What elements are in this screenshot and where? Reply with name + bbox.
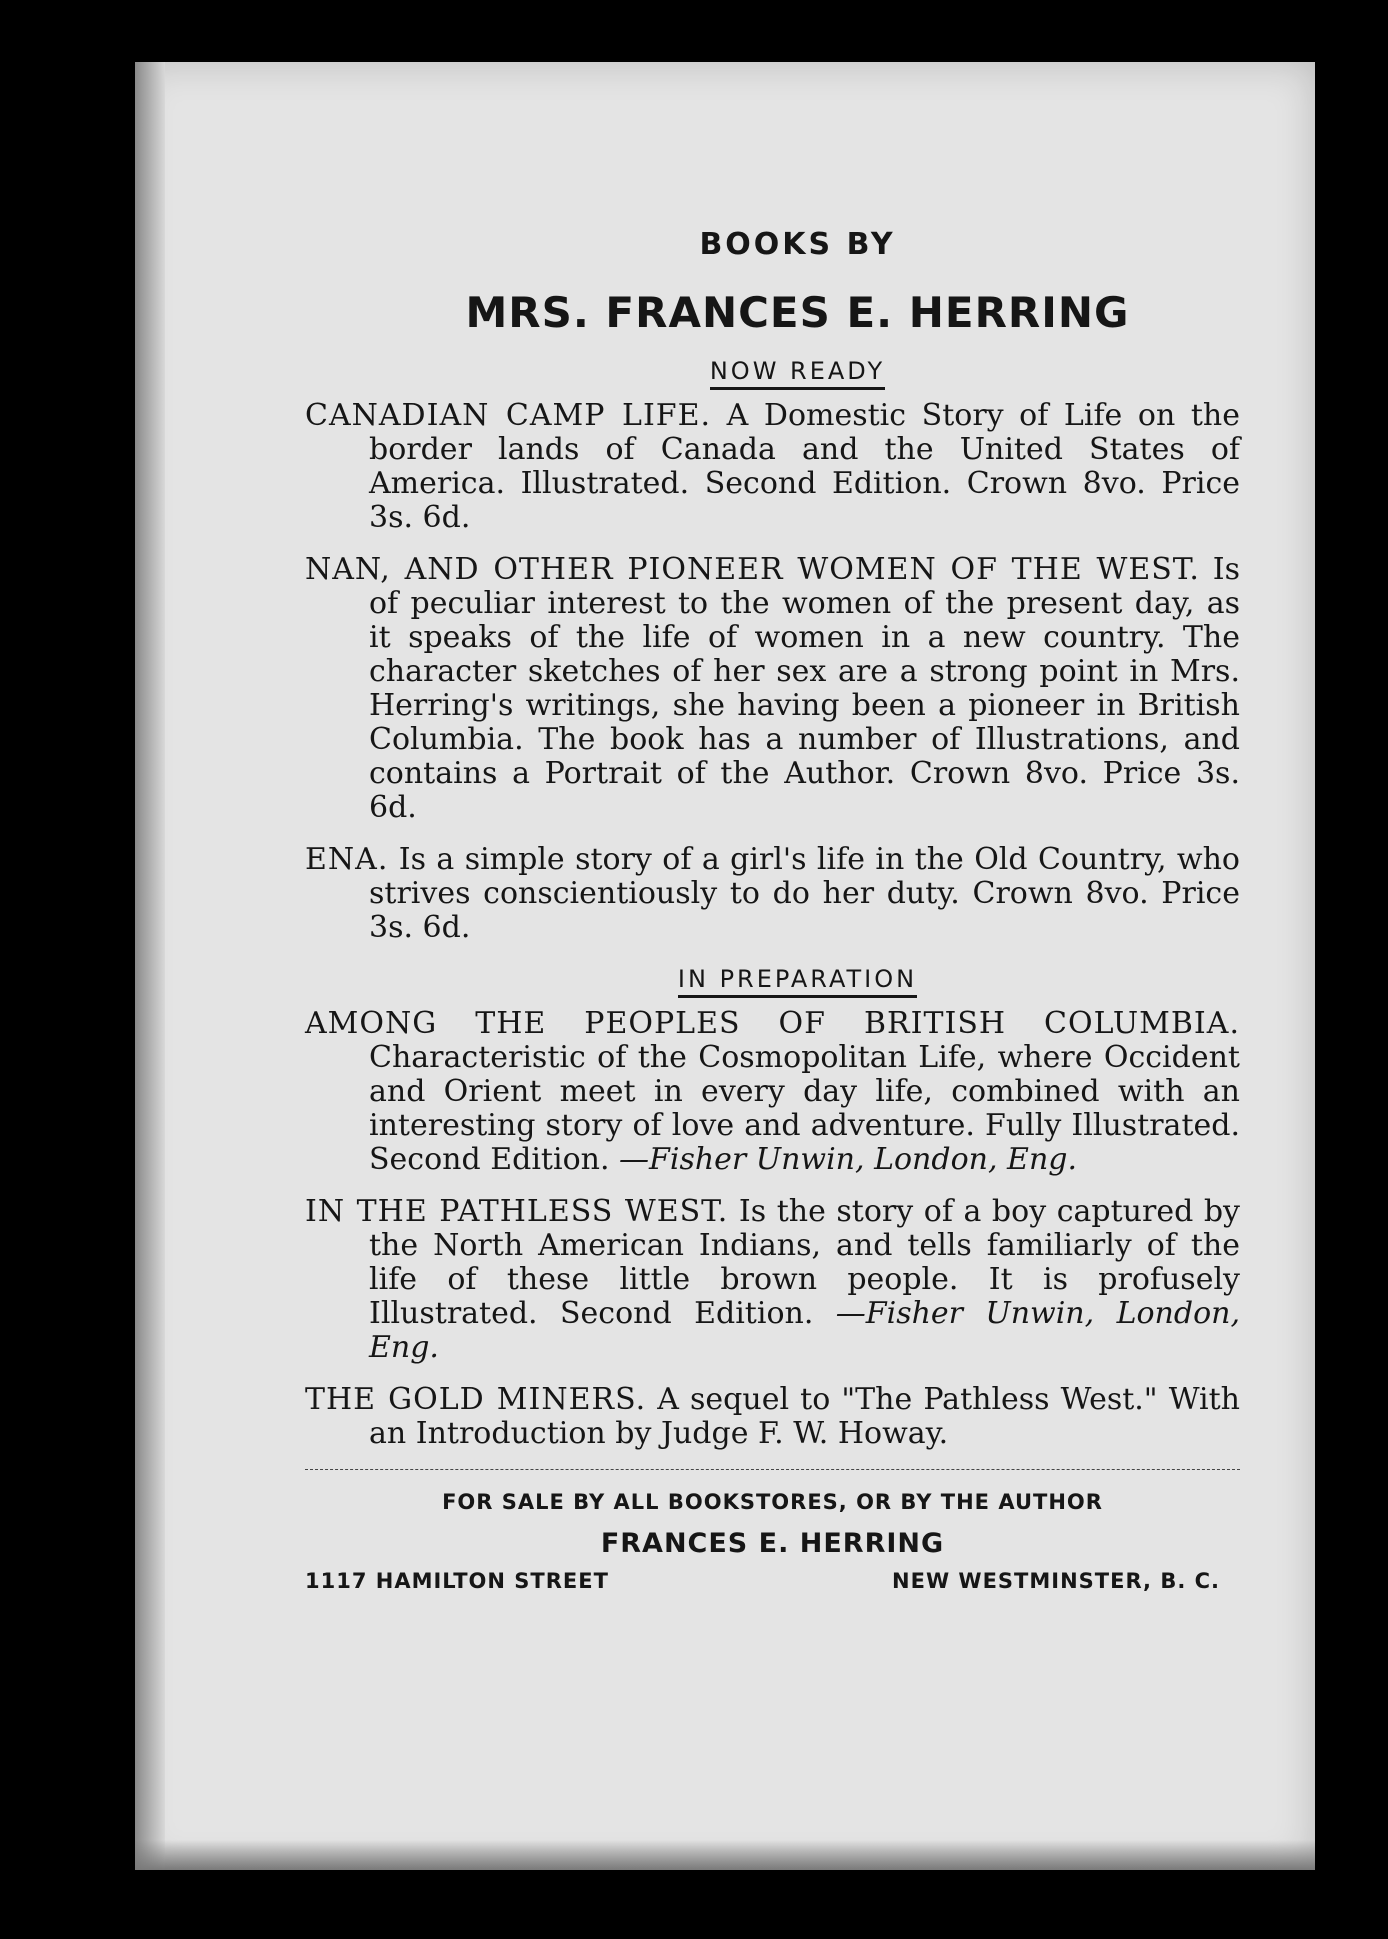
city-address: NEW WESTMINSTER, B. C. — [892, 1569, 1220, 1593]
book-description: Is a simple story of a girl's life in the Old Country, who strives conscientiously to do her duty. Crown 8vo. Price 3s. 6d. — [369, 842, 1240, 945]
book-description: Characteristic of the Cosmopolitan Life, where Occident and Orient meet in every day life, combined with an interesting story of love and adventure. Fully Illustrated. Second Edition. — [369, 1040, 1240, 1177]
now-ready-heading — [305, 357, 1240, 385]
book-publisher: —Fisher Unwin, London, Eng. — [369, 1296, 1240, 1365]
footer-address — [305, 1569, 1240, 1593]
book-description: Is the story of a boy captured by the North American Indians, and tells familiarly of the life of these little brown people. It is profusely Illustrated. Second Edition. — [369, 1194, 1240, 1331]
book-title: NAN, AND OTHER PIONEER WOMEN OF THE WEST. — [305, 552, 1200, 587]
book-entry — [305, 1007, 1240, 1177]
divider — [305, 1469, 1240, 1470]
books-by-heading: BOOKS BY — [699, 227, 896, 262]
book-title: CANADIAN CAMP LIFE. — [305, 398, 712, 433]
book-publisher: —Fisher Unwin, London, Eng. — [619, 1142, 1078, 1177]
book-entry — [305, 399, 1240, 535]
book-title: ENA. — [305, 842, 389, 877]
book-description: Is of peculiar interest to the women of the present day, as it speaks of the life of women in a new country. The character sketches of her sex are a strong point in Mrs. Herring's writings, she having been a pioneer in British Columbia. The book has a number of Illustrations, and contains a Portrait of the Author. Crown 8vo. Price 3s. 6d. — [369, 552, 1240, 825]
book-entry — [305, 553, 1240, 825]
in-preparation-heading — [305, 965, 1240, 993]
book-entry — [305, 1383, 1240, 1451]
in-preparation-label: IN PREPARATION — [678, 965, 917, 998]
book-title: AMONG THE PEOPLES OF BRITISH COLUMBIA. — [305, 1006, 1240, 1041]
book-entry — [305, 1195, 1240, 1365]
book-title: THE GOLD MINERS. — [305, 1382, 647, 1417]
street-address: 1117 HAMILTON STREET — [305, 1569, 609, 1593]
book-description: A Domestic Story of Life on the border lands of Canada and the United States of America. Illustrated. Second Edition. Crown 8vo. Price 3s. 6d. — [369, 398, 1240, 535]
page-content — [305, 227, 1240, 1593]
footer-author-name: FRANCES E. HERRING — [600, 1528, 945, 1559]
sale-line: FOR SALE BY ALL BOOKSTORES, OR BY THE AUTHOR — [442, 1490, 1103, 1514]
book-title: IN THE PATHLESS WEST. — [305, 1194, 729, 1229]
document-page — [135, 62, 1315, 1870]
book-entry — [305, 843, 1240, 945]
author-heading: MRS. FRANCES E. HERRING — [465, 288, 1130, 337]
now-ready-label: NOW READY — [710, 357, 885, 390]
book-description: A sequel to "The Pathless West." With an Introduction by Judge F. W. Howay. — [369, 1382, 1240, 1451]
